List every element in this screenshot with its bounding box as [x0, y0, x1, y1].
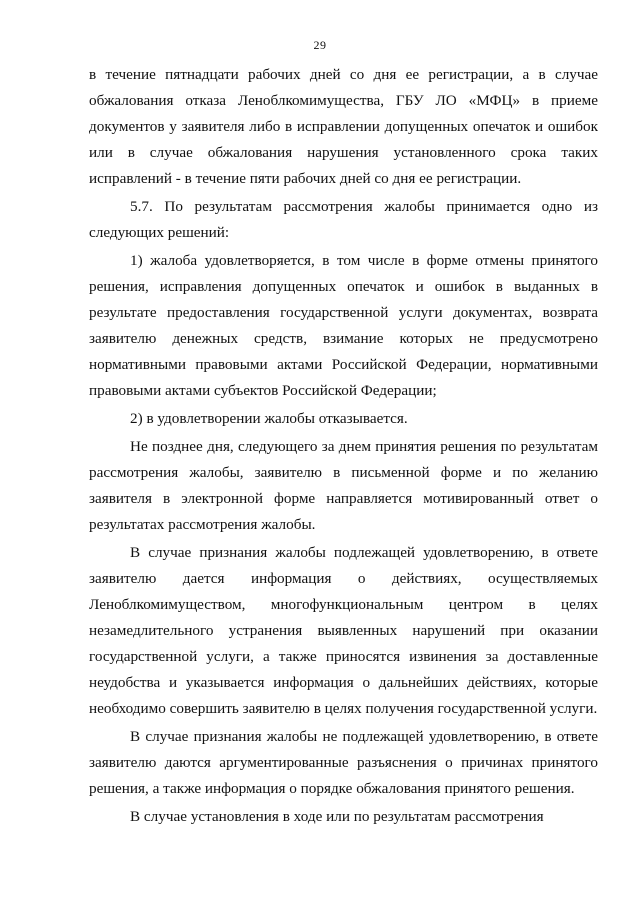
- paragraph-complaint-rejected: В случае признания жалобы не подлежащей удовлетворению, в ответе заявителю даются аргументированные разъяснения о причинах принятого решения, а также информация о порядке обжалования принятого решения.: [89, 728, 598, 797]
- paragraph-complaint-upheld: В случае признания жалобы подлежащей удовлетворению, в ответе заявителю дается информация о действиях, осуществляемых Леноблкомимуществом, многофункциональным центром в целях незамедлительного устранения выявленных нарушений при оказании государственной услуги, а также приносятся извинения за доставленные неудобства и указывается информация о дальнейших действиях, которые необходимо совершить заявителю в целях получения государственной услуги.: [89, 544, 598, 717]
- paragraph-response-deadline: Не позднее дня, следующего за днем принятия решения по результатам рассмотрения жалобы, заявителю в письменной форме и по желанию заявителя в электронной форме направляется мотивированный ответ о результатах рассмотрения жалобы.: [89, 438, 598, 533]
- paragraph-final-partial: В случае установления в ходе или по результатам рассмотрения: [130, 808, 544, 825]
- document-body: [89, 62, 598, 830]
- paragraph-decision-2: 2) в удовлетворении жалобы отказывается.: [130, 410, 408, 427]
- paragraph-continuation: в течение пятнадцати рабочих дней со дня ее регистрации, а в случае обжалования отказа Леноблкомимущества, ГБУ ЛО «МФЦ» в приеме документов у заявителя либо в исправлении допущенных опечаток и ошибок или в случае обжалования нарушения установленного срока таких исправлений - в течение пяти рабочих дней со дня ее регистрации.: [89, 66, 598, 187]
- paragraph-decision-1: 1) жалоба удовлетворяется, в том числе в форме отмены принятого решения, исправления допущенных опечаток и ошибок в выданных в результате предоставления государственной услуги документах, возврата заявителю денежных средств, взимание которых не предусмотрено нормативными правовыми актами Российской Федерации, нормативными правовыми актами субъектов Российской Федерации;: [89, 252, 598, 399]
- paragraph-clause-5-7: 5.7. По результатам рассмотрения жалобы принимается одно из следующих решений:: [89, 198, 598, 241]
- page-number: 29: [313, 38, 327, 52]
